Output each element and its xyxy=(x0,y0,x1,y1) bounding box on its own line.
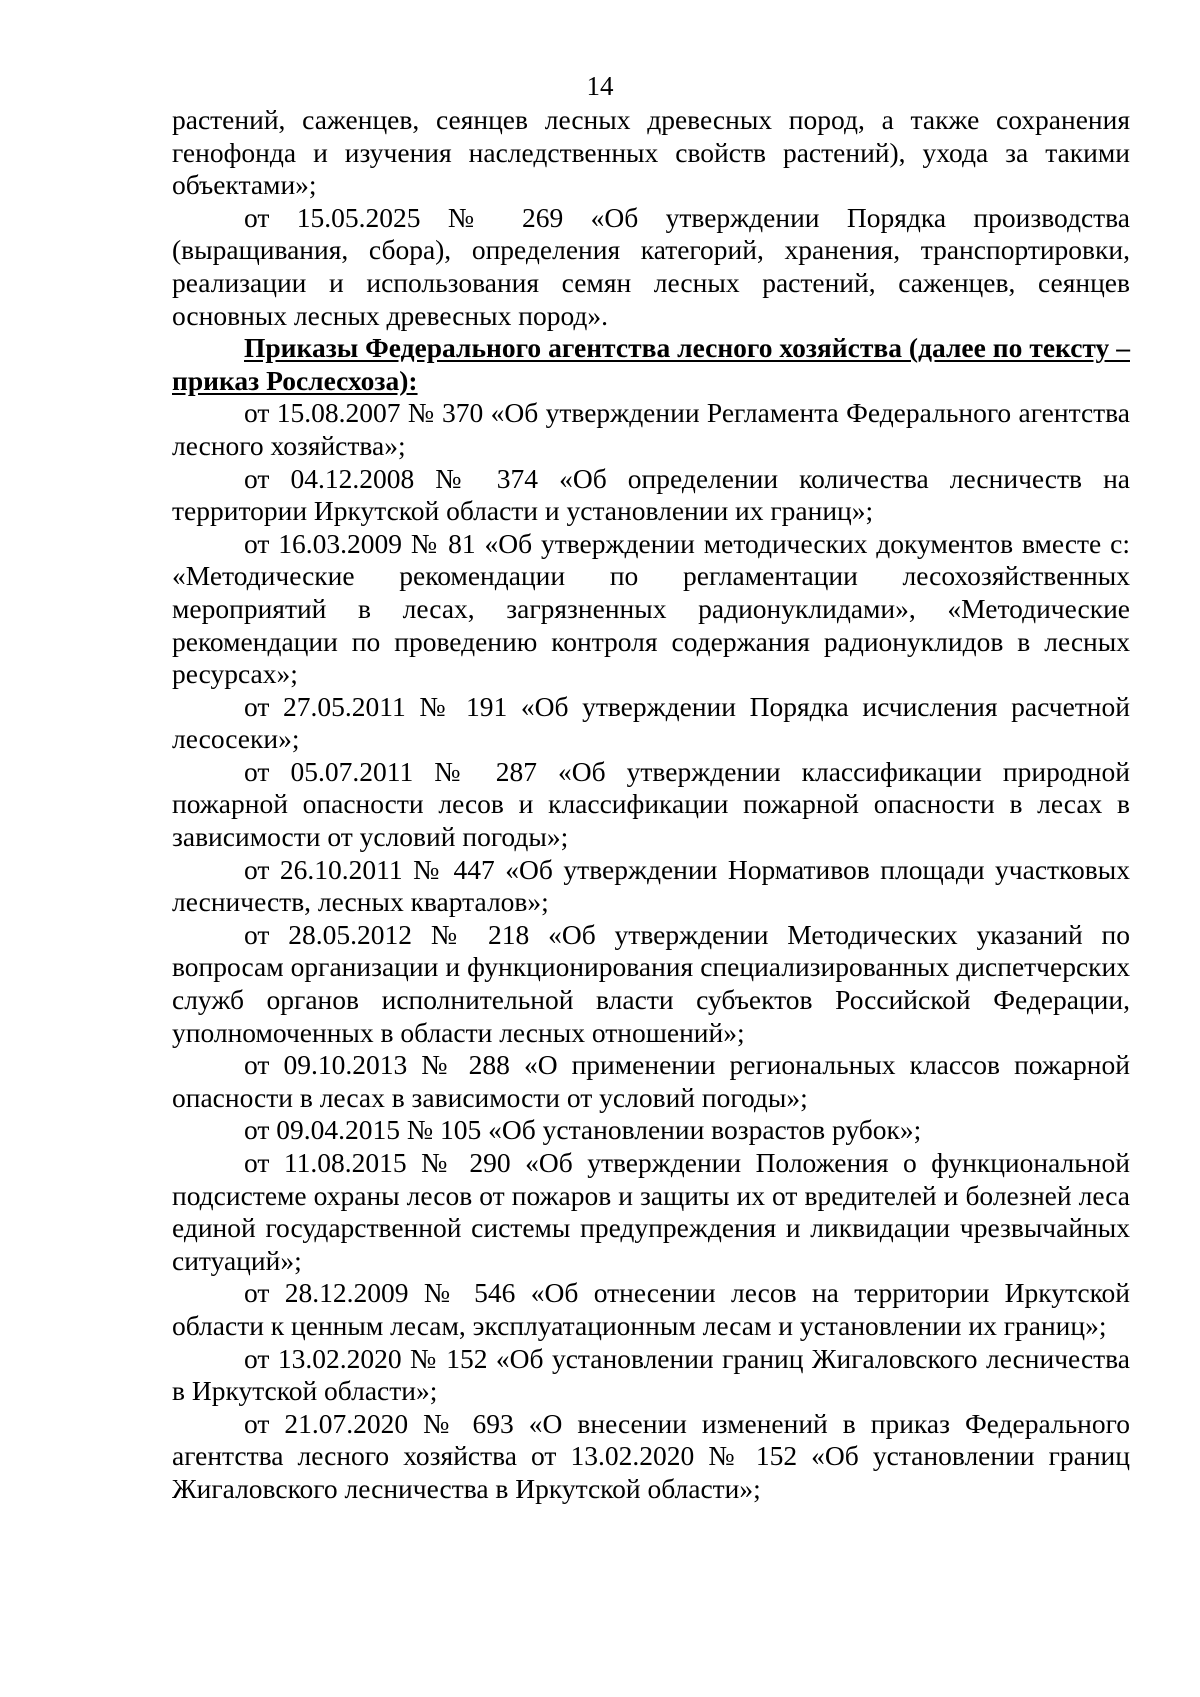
section-heading-rosleshoz-orders: Приказы Федерального агентства лесного хозяйства (далее по тексту – приказ Рослесхоза): xyxy=(172,332,1130,396)
paragraph-order-269: от 15.05.2025 № 269 «Об утверждении Порядка производства (выращивания, сбора), определения категорий, хранения, транспортировки, реализации и использования семян лесных растений, саженцев, сеянцев основных лесных древесных пород». xyxy=(172,201,1130,331)
paragraph-order-81: от 16.03.2009 № 81 «Об утверждении методических документов вместе с: «Методические рекомендации по регламентации лесохозяйственных мероприятий в лесах, загрязненных радионуклидами», «Методические рекомендации по проведению контроля содержания радионуклидов в лесных ресурсах»; xyxy=(172,527,1130,690)
paragraph-order-546: от 28.12.2009 № 546 «Об отнесении лесов на территории Иркутской области к ценным лесам, эксплуатационным лесам и установлении их границ»; xyxy=(172,1277,1130,1341)
paragraph-order-105: от 09.04.2015 № 105 «Об установлении возрастов рубок»; xyxy=(244,1114,922,1146)
paragraph-order-447: от 26.10.2011 № 447 «Об утверждении Нормативов площади участковых лесничеств, лесных кварталов»; xyxy=(172,853,1130,918)
paragraph-order-290: от 11.08.2015 № 290 «Об утверждении Положения о функциональной подсистеме охраны лесов от пожаров и защиты их от вредителей и болезней леса единой государственной системы предупреждения и ликвидации чрезвычайных ситуаций»; xyxy=(172,1147,1130,1276)
paragraph-order-152: от 13.02.2020 № 152 «Об установлении границ Жигаловского лесничества в Иркутской области»; xyxy=(172,1342,1130,1407)
paragraph-order-287: от 05.07.2011 № 287 «Об утверждении классификации природной пожарной опасности лесов и классификации пожарной опасности в лесах в зависимости от условий погоды»; xyxy=(172,755,1130,853)
paragraph-continuation: растений, саженцев, сеянцев лесных древесных пород, а также сохранения генофонда и изучения наследственных свойств растений), ухода за такими объектами»; xyxy=(172,104,1130,201)
paragraph-order-218: от 28.05.2012 № 218 «Об утверждении Методических указаний по вопросам организации и функционирования специализированных диспетчерских служб органов исполнительной власти субъектов Российской Федерации, уполномоченных в области лесных отношений»; xyxy=(172,918,1130,1048)
paragraph-order-191: от 27.05.2011 № 191 «Об утверждении Порядка исчисления расчетной лесосеки»; xyxy=(172,690,1130,755)
paragraph-order-288: от 09.10.2013 № 288 «О применении региональных классов пожарной опасности в лесах в зависимости от условий погоды»; xyxy=(172,1049,1130,1113)
page-number: 14 xyxy=(586,71,614,101)
paragraph-order-370: от 15.08.2007 № 370 «Об утверждении Регламента Федерального агентства лесного хозяйства»; xyxy=(172,397,1130,461)
document-body xyxy=(172,104,1130,1506)
paragraph-order-374: от 04.12.2008 № 374 «Об определении количества лесничеств на территории Иркутской области и установлении их границ»; xyxy=(172,462,1130,527)
paragraph-order-693: от 21.07.2020 № 693 «О внесении изменений в приказ Федерального агентства лесного хозяйства от 13.02.2020 № 152 «Об установлении границ Жигаловского лесничества в Иркутской области»; xyxy=(172,1407,1130,1504)
